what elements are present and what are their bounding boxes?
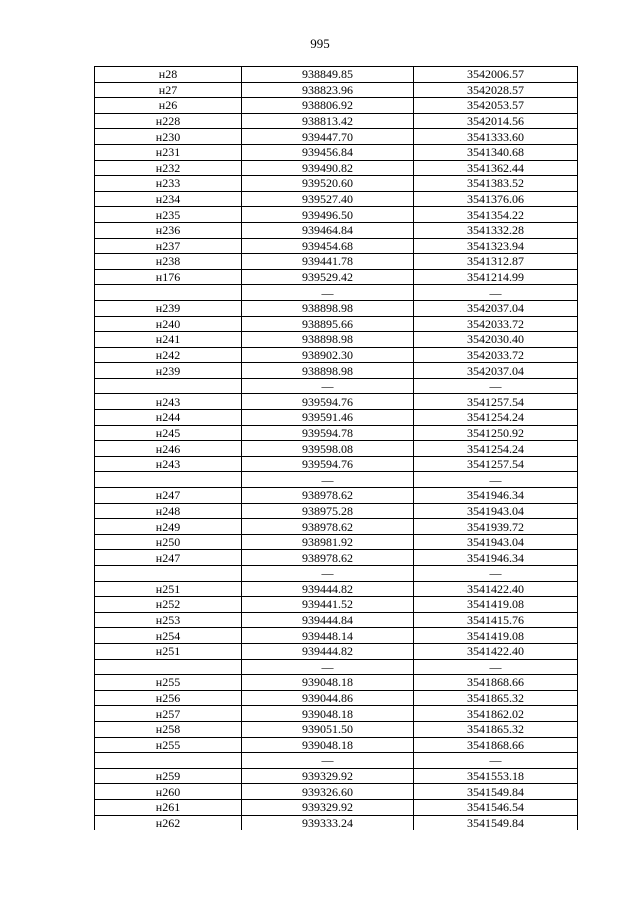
x-coordinate-cell: — — [242, 472, 414, 488]
y-coordinate-cell: 3541549.84 — [414, 815, 578, 830]
point-name-cell: н241 — [95, 332, 242, 348]
separator-row — [95, 378, 578, 394]
x-coordinate-cell: 939520.60 — [242, 176, 414, 192]
x-coordinate-cell: 938806.92 — [242, 98, 414, 114]
table-row — [95, 519, 578, 535]
x-coordinate-cell: 939048.18 — [242, 737, 414, 753]
point-name-cell: н252 — [95, 597, 242, 613]
x-coordinate-cell: 938895.66 — [242, 316, 414, 332]
y-coordinate-cell: 3541946.34 — [414, 550, 578, 566]
table-row — [95, 503, 578, 519]
point-name-cell — [95, 566, 242, 582]
y-coordinate-cell: 3541214.99 — [414, 269, 578, 285]
x-coordinate-cell: — — [242, 285, 414, 301]
table-row — [95, 784, 578, 800]
table-row — [95, 737, 578, 753]
point-name-cell: н235 — [95, 207, 242, 223]
table-row — [95, 441, 578, 457]
point-name-cell: н258 — [95, 721, 242, 737]
table-row — [95, 222, 578, 238]
y-coordinate-cell: 3541415.76 — [414, 612, 578, 628]
table-row — [95, 815, 578, 830]
point-name-cell: н232 — [95, 160, 242, 176]
y-coordinate-cell: 3541257.54 — [414, 394, 578, 410]
x-coordinate-cell: 939594.76 — [242, 394, 414, 410]
y-coordinate-cell: 3541419.08 — [414, 628, 578, 644]
point-name-cell: н260 — [95, 784, 242, 800]
point-name-cell: н230 — [95, 129, 242, 145]
table-row — [95, 410, 578, 426]
y-coordinate-cell: 3541865.32 — [414, 690, 578, 706]
table-row — [95, 768, 578, 784]
point-name-cell: н26 — [95, 98, 242, 114]
table-row — [95, 612, 578, 628]
table-row — [95, 113, 578, 129]
y-coordinate-cell: 3542028.57 — [414, 82, 578, 98]
point-name-cell: н234 — [95, 191, 242, 207]
point-name-cell: н239 — [95, 300, 242, 316]
table-row — [95, 550, 578, 566]
x-coordinate-cell: 939490.82 — [242, 160, 414, 176]
y-coordinate-cell: 3542006.57 — [414, 67, 578, 83]
table-row — [95, 721, 578, 737]
point-name-cell: н236 — [95, 222, 242, 238]
y-coordinate-cell: — — [414, 753, 578, 769]
point-name-cell: н248 — [95, 503, 242, 519]
x-coordinate-cell: 939444.82 — [242, 581, 414, 597]
point-name-cell: н250 — [95, 534, 242, 550]
table-row — [95, 488, 578, 504]
point-name-cell: н255 — [95, 675, 242, 691]
y-coordinate-cell: 3541383.52 — [414, 176, 578, 192]
point-name-cell: н256 — [95, 690, 242, 706]
y-coordinate-cell: — — [414, 659, 578, 675]
point-name-cell — [95, 285, 242, 301]
y-coordinate-cell: 3541546.54 — [414, 799, 578, 815]
point-name-cell: н244 — [95, 410, 242, 426]
point-name-cell: н243 — [95, 394, 242, 410]
x-coordinate-cell: 938898.98 — [242, 363, 414, 379]
table-row — [95, 67, 578, 83]
x-coordinate-cell: 938813.42 — [242, 113, 414, 129]
point-name-cell: н233 — [95, 176, 242, 192]
x-coordinate-cell: 939594.78 — [242, 425, 414, 441]
point-name-cell: н176 — [95, 269, 242, 285]
point-name-cell: н239 — [95, 363, 242, 379]
y-coordinate-cell: 3541332.28 — [414, 222, 578, 238]
y-coordinate-cell: 3541323.94 — [414, 238, 578, 254]
y-coordinate-cell: 3541943.04 — [414, 534, 578, 550]
y-coordinate-cell: 3541254.24 — [414, 410, 578, 426]
point-name-cell: н259 — [95, 768, 242, 784]
x-coordinate-cell: 939448.14 — [242, 628, 414, 644]
point-name-cell: н251 — [95, 581, 242, 597]
y-coordinate-cell: 3541549.84 — [414, 784, 578, 800]
coordinates-table — [94, 66, 578, 830]
x-coordinate-cell: 939333.24 — [242, 815, 414, 830]
table-row — [95, 534, 578, 550]
point-name-cell — [95, 472, 242, 488]
y-coordinate-cell: 3542033.72 — [414, 316, 578, 332]
x-coordinate-cell: 939329.92 — [242, 799, 414, 815]
x-coordinate-cell: 938975.28 — [242, 503, 414, 519]
x-coordinate-cell: 939051.50 — [242, 721, 414, 737]
x-coordinate-cell: 939048.18 — [242, 675, 414, 691]
y-coordinate-cell: 3541254.24 — [414, 441, 578, 457]
table-row — [95, 706, 578, 722]
x-coordinate-cell: 939441.52 — [242, 597, 414, 613]
point-name-cell: н240 — [95, 316, 242, 332]
x-coordinate-cell: 939329.92 — [242, 768, 414, 784]
x-coordinate-cell: 939591.46 — [242, 410, 414, 426]
y-coordinate-cell: 3541943.04 — [414, 503, 578, 519]
y-coordinate-cell: 3541333.60 — [414, 129, 578, 145]
y-coordinate-cell: — — [414, 378, 578, 394]
table-row — [95, 597, 578, 613]
x-coordinate-cell: 939044.86 — [242, 690, 414, 706]
x-coordinate-cell: 939454.68 — [242, 238, 414, 254]
table-row — [95, 394, 578, 410]
separator-row — [95, 566, 578, 582]
y-coordinate-cell: — — [414, 566, 578, 582]
separator-row — [95, 285, 578, 301]
table-row — [95, 82, 578, 98]
point-name-cell: н255 — [95, 737, 242, 753]
table-row — [95, 690, 578, 706]
y-coordinate-cell: 3542053.57 — [414, 98, 578, 114]
table-row — [95, 425, 578, 441]
y-coordinate-cell: 3541868.66 — [414, 737, 578, 753]
separator-row — [95, 659, 578, 675]
separator-row — [95, 472, 578, 488]
point-name-cell: н231 — [95, 144, 242, 160]
y-coordinate-cell: 3541862.02 — [414, 706, 578, 722]
table-row — [95, 628, 578, 644]
x-coordinate-cell: — — [242, 566, 414, 582]
y-coordinate-cell: 3542033.72 — [414, 347, 578, 363]
y-coordinate-cell: 3541312.87 — [414, 254, 578, 270]
x-coordinate-cell: 939464.84 — [242, 222, 414, 238]
y-coordinate-cell: 3541354.22 — [414, 207, 578, 223]
y-coordinate-cell: 3542037.04 — [414, 363, 578, 379]
separator-row — [95, 753, 578, 769]
x-coordinate-cell: 938849.85 — [242, 67, 414, 83]
point-name-cell: н261 — [95, 799, 242, 815]
point-name-cell: н242 — [95, 347, 242, 363]
y-coordinate-cell: 3542014.56 — [414, 113, 578, 129]
point-name-cell: н257 — [95, 706, 242, 722]
y-coordinate-cell: 3541422.40 — [414, 581, 578, 597]
point-name-cell: н247 — [95, 550, 242, 566]
page-number: 995 — [310, 36, 330, 51]
point-name-cell — [95, 378, 242, 394]
table-row — [95, 129, 578, 145]
x-coordinate-cell: 938981.92 — [242, 534, 414, 550]
table-row — [95, 98, 578, 114]
table-row — [95, 191, 578, 207]
y-coordinate-cell: 3541868.66 — [414, 675, 578, 691]
x-coordinate-cell: 939441.78 — [242, 254, 414, 270]
table-row — [95, 316, 578, 332]
y-coordinate-cell: 3541257.54 — [414, 456, 578, 472]
y-coordinate-cell: — — [414, 472, 578, 488]
table-row — [95, 643, 578, 659]
x-coordinate-cell: 939447.70 — [242, 129, 414, 145]
y-coordinate-cell: 3541865.32 — [414, 721, 578, 737]
table-row — [95, 675, 578, 691]
table-row — [95, 347, 578, 363]
table-row — [95, 456, 578, 472]
point-name-cell: н28 — [95, 67, 242, 83]
point-name-cell: н251 — [95, 643, 242, 659]
x-coordinate-cell: 939048.18 — [242, 706, 414, 722]
y-coordinate-cell: 3541939.72 — [414, 519, 578, 535]
x-coordinate-cell: 938978.62 — [242, 550, 414, 566]
table-row — [95, 160, 578, 176]
x-coordinate-cell: 939496.50 — [242, 207, 414, 223]
x-coordinate-cell: 939529.42 — [242, 269, 414, 285]
x-coordinate-cell: 939594.76 — [242, 456, 414, 472]
x-coordinate-cell: — — [242, 378, 414, 394]
point-name-cell: н237 — [95, 238, 242, 254]
point-name-cell — [95, 753, 242, 769]
x-coordinate-cell: 939456.84 — [242, 144, 414, 160]
y-coordinate-cell: 3541422.40 — [414, 643, 578, 659]
table-row — [95, 254, 578, 270]
y-coordinate-cell: 3541376.06 — [414, 191, 578, 207]
point-name-cell: н262 — [95, 815, 242, 830]
y-coordinate-cell: 3542030.40 — [414, 332, 578, 348]
y-coordinate-cell: 3542037.04 — [414, 300, 578, 316]
point-name-cell: н238 — [95, 254, 242, 270]
point-name-cell: н249 — [95, 519, 242, 535]
x-coordinate-cell: 938823.96 — [242, 82, 414, 98]
x-coordinate-cell: — — [242, 753, 414, 769]
table-row — [95, 363, 578, 379]
x-coordinate-cell: 938978.62 — [242, 488, 414, 504]
x-coordinate-cell: 938898.98 — [242, 332, 414, 348]
y-coordinate-cell: 3541419.08 — [414, 597, 578, 613]
point-name-cell: н228 — [95, 113, 242, 129]
point-name-cell: н254 — [95, 628, 242, 644]
table-row — [95, 799, 578, 815]
point-name-cell: н253 — [95, 612, 242, 628]
x-coordinate-cell: 939527.40 — [242, 191, 414, 207]
table-row — [95, 207, 578, 223]
y-coordinate-cell: 3541553.18 — [414, 768, 578, 784]
y-coordinate-cell: 3541340.68 — [414, 144, 578, 160]
table-row — [95, 238, 578, 254]
point-name-cell: н247 — [95, 488, 242, 504]
x-coordinate-cell: 939444.82 — [242, 643, 414, 659]
point-name-cell — [95, 659, 242, 675]
x-coordinate-cell: 939444.84 — [242, 612, 414, 628]
table-row — [95, 300, 578, 316]
y-coordinate-cell: 3541946.34 — [414, 488, 578, 504]
point-name-cell: н245 — [95, 425, 242, 441]
y-coordinate-cell: 3541250.92 — [414, 425, 578, 441]
x-coordinate-cell: — — [242, 659, 414, 675]
point-name-cell: н243 — [95, 456, 242, 472]
table-row — [95, 332, 578, 348]
coordinates-table-body — [95, 67, 578, 831]
y-coordinate-cell: 3541362.44 — [414, 160, 578, 176]
x-coordinate-cell: 938902.30 — [242, 347, 414, 363]
x-coordinate-cell: 939598.08 — [242, 441, 414, 457]
table-row — [95, 144, 578, 160]
table-row — [95, 581, 578, 597]
table-row — [95, 269, 578, 285]
table-row — [95, 176, 578, 192]
x-coordinate-cell: 939326.60 — [242, 784, 414, 800]
x-coordinate-cell: 938898.98 — [242, 300, 414, 316]
point-name-cell: н246 — [95, 441, 242, 457]
y-coordinate-cell: — — [414, 285, 578, 301]
x-coordinate-cell: 938978.62 — [242, 519, 414, 535]
point-name-cell: н27 — [95, 82, 242, 98]
